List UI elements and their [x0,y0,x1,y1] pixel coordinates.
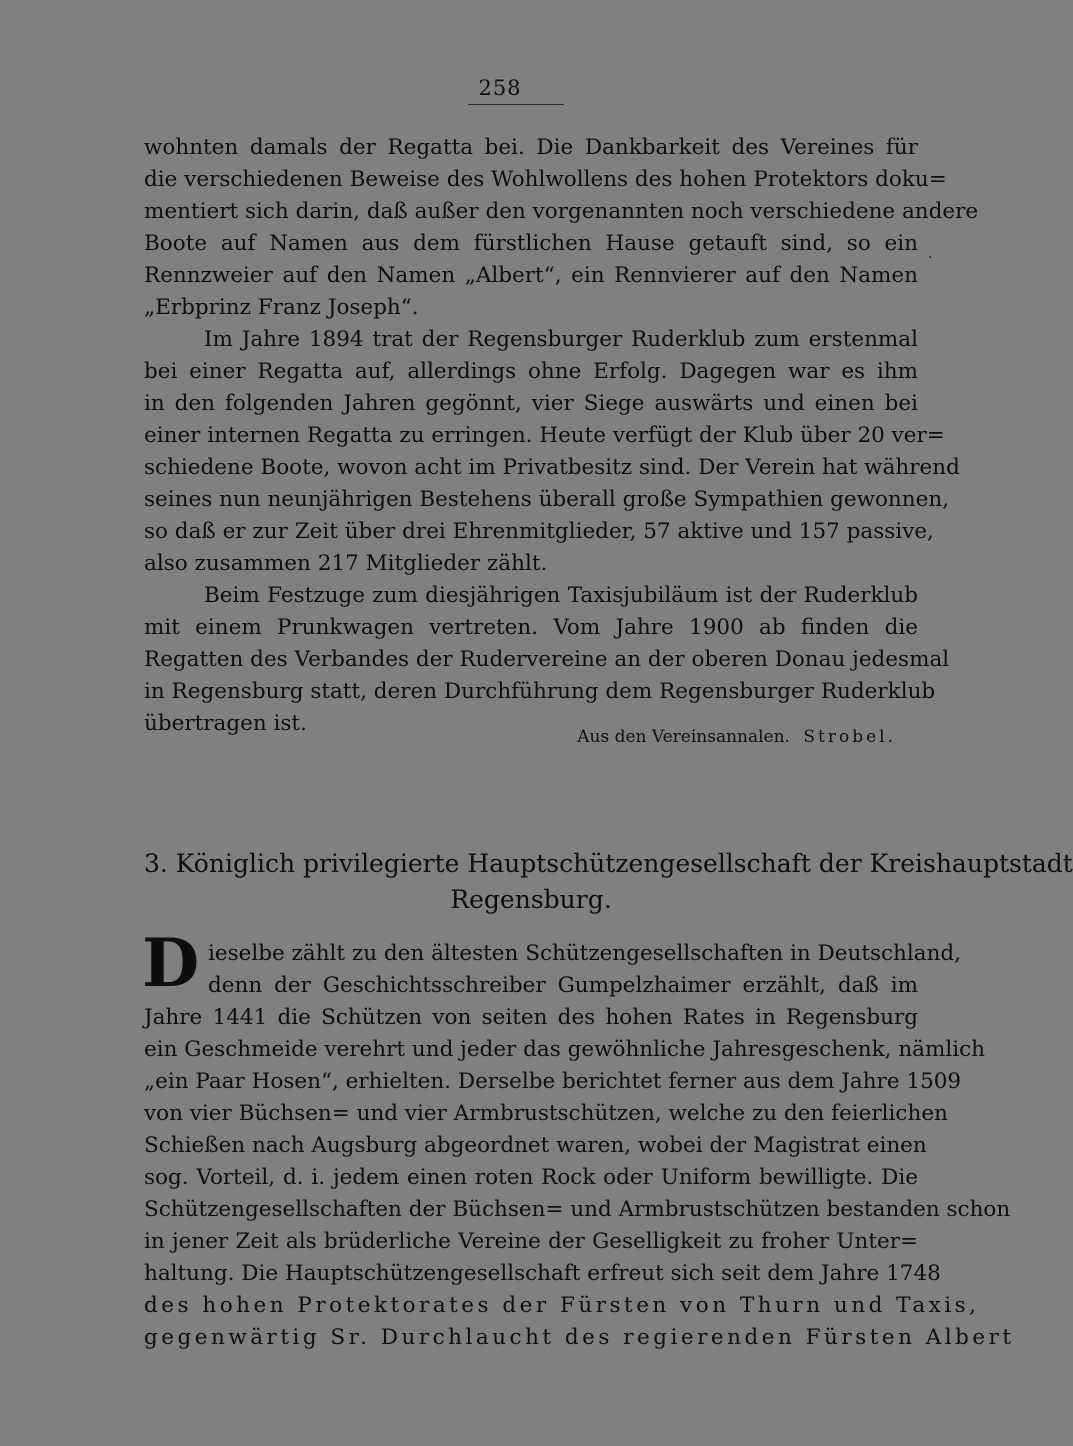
text-line-spaced: des hohen Protektorates der Fürsten von Thurn und Taxis, [144,1293,980,1318]
text-line: Jahre 1441 die Schützen von seiten des hohen Rates in Regensburg [144,1005,918,1030]
text-line: in Regensburg statt, deren Durchführung dem Regensburger Ruderklub [144,679,936,704]
text-line: in jener Zeit als brüderliche Vereine der Geselligkeit zu froher Unter= [144,1229,918,1254]
source-note-author: Strobel. [803,727,896,747]
text-line: von vier Büchsen= und vier Armbrustschützen, welche zu den feierlichen [144,1101,948,1126]
drop-cap: D [142,924,200,1002]
text-line: Regatten des Verbandes der Rudervereine an der oberen Donau jedesmal [144,647,950,672]
text-line: schiedene Boote, wovon acht im Privatbesitz sind. Der Verein hat während [144,455,960,480]
text-line: „Erbprinz Franz Joseph“. [144,295,419,320]
text-line: einer internen Regatta zu erringen. Heute verfügt der Klub über 20 ver= [144,423,945,448]
section-3-body [144,938,1015,1354]
text-line: Boote auf Namen aus dem fürstlichen Hause getauft sind, so ein [144,231,918,256]
text-line: haltung. Die Hauptschützengesellschaft erfreut sich seit dem Jahre 1748 [144,1261,941,1286]
text-line: mentiert sich darin, daß außer den vorgenannten noch verschiedene andere [144,199,979,224]
paragraph-3 [144,580,950,740]
text-line: sog. Vorteil, d. i. jedem einen roten Rock oder Uniform bewilligte. Die [144,1165,918,1190]
text-line: denn der Geschichtsschreiber Gumpelzhaimer erzählt, daß im [208,973,918,998]
section-heading-line-2: Regensburg. [450,885,612,914]
text-line: in den folgenden Jahren gegönnt, vier Siege auswärts und einen bei [144,391,918,416]
text-line: Beim Festzuge zum diesjährigen Taxisjubiläum ist der Ruderklub [204,583,918,608]
text-line: also zusammen 217 Mitglieder zählt. [144,551,548,576]
paragraph-2 [144,324,960,580]
text-line: seines nun neunjährigen Bestehens überall große Sympathien gewonnen, [144,487,950,512]
text-line: bei einer Regatta auf, allerdings ohne Erfolg. Dagegen war es ihm [144,359,918,384]
text-line-spaced: gegenwärtig Sr. Durchlaucht des regierenden Fürsten Albert [144,1325,1015,1350]
text-line: „ein Paar Hosen“, erhielten. Derselbe berichtet ferner aus dem Jahre 1509 [144,1069,962,1094]
text-line: Schießen nach Augsburg abgeordnet waren, wobei der Magistrat einen [144,1133,927,1158]
text-line-first: ieselbe zählt zu den ältesten Schützengesellschaften in Deutschland, [208,941,962,966]
text-line: die verschiedenen Beweise des Wohlwollens des hohen Protektors doku= [144,167,947,192]
source-note-text: Aus den Vereinsannalen. [577,727,790,747]
text-line: mit einem Prunkwagen vertreten. Vom Jahre 1900 ab finden die [144,615,918,640]
margin-mark: · [928,250,933,266]
section-heading-line-1: 3. Königlich privilegierte Hauptschützengesellschaft der Kreishauptstadt [144,849,1073,878]
text-line: so daß er zur Zeit über drei Ehrenmitglieder, 57 aktive und 157 passive, [144,519,934,544]
page-number-rule [468,104,564,105]
text-line: Im Jahre 1894 trat der Regensburger Ruderklub zum erstenmal [204,327,918,352]
text-line: Schützengesellschaften der Büchsen= und Armbrustschützen bestanden schon [144,1197,1011,1222]
source-note [577,727,896,747]
text-line: Rennzweier auf den Namen „Albert“, ein Rennvierer auf den Namen [144,263,918,288]
section-heading [144,846,1073,918]
text-line: wohnten damals der Regatta bei. Die Dankbarkeit des Vereines für [144,135,918,160]
text-line: ein Geschmeide verehrt und jeder das gewöhnliche Jahresgeschenk, nämlich [144,1037,986,1062]
page-number: 258 [478,76,522,100]
section-end-paragraph [144,132,979,324]
text-line: übertragen ist. [144,711,307,736]
